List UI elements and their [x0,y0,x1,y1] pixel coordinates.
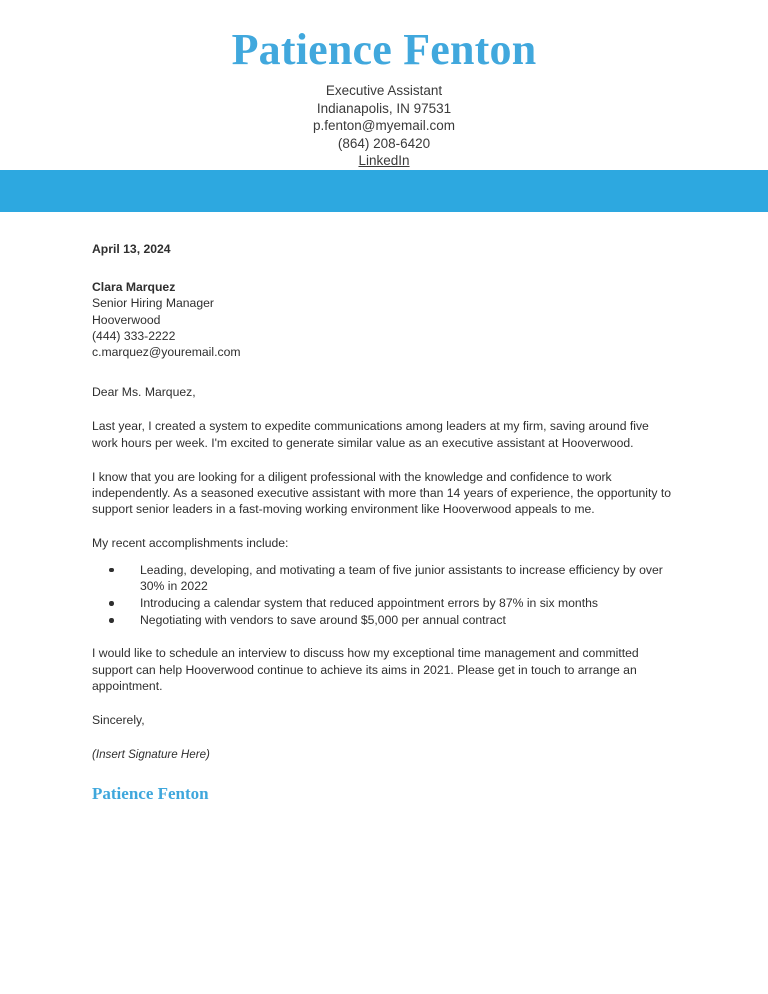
list-item [92,612,672,628]
closing-paragraph: I would like to schedule an interview to discuss how my exceptional time management and committed support can help Hooverwood continue to achieve its aims in 2021. Please get in touch to arrange an appointment. [92,646,639,693]
accent-divider-band [0,170,768,212]
body-paragraph-1: Last year, I created a system to expedite communications among leaders at my firm, saving around five work hours per week. I'm excited to generate similar value as an executive assistant at Hooverwood. [92,419,649,450]
candidate-name: Patience Fenton [231,25,537,74]
recipient-block [92,279,672,360]
contact-info-block [0,82,768,170]
signature-placeholder: (Insert Signature Here) [92,748,210,762]
candidate-email: p.fenton@myemail.com [312,118,455,134]
list-item [92,595,672,611]
recipient-name: Clara Marquez [92,280,176,295]
recipient-company: Hooverwood [92,312,161,327]
accomplishments-intro: My recent accomplishments include: [92,536,289,551]
recipient-title: Senior Hiring Manager [92,296,214,311]
list-item-text: Introducing a calendar system that reduced appointment errors by 87% in six months [140,596,598,611]
recipient-phone: (444) 333-2222 [92,328,176,343]
bullet-icon [109,601,114,606]
signature-name: Patience Fenton [92,784,209,804]
recipient-email: c.marquez@youremail.com [92,345,241,360]
letter-body [92,241,672,804]
letter-date: April 13, 2024 [92,242,171,256]
bullet-icon [109,568,114,573]
candidate-job-title: Executive Assistant [325,83,443,98]
list-item [92,562,672,594]
body-paragraph-2: I know that you are looking for a diligent professional with the knowledge and confidence to work independently. As a seasoned executive assistant with more than 14 years of experience, the opportunity to support senior leaders in a fast-moving working environment like Hooverwood appeals to me. [92,469,672,517]
list-item-text: Leading, developing, and motivating a team of five junior assistants to increase efficiency by over 30% in 2022 [140,562,663,593]
candidate-location: Indianapolis, IN 97531 [316,100,452,116]
closing-salutation: Sincerely, [92,713,145,728]
bullet-icon [109,618,114,623]
linkedin-link[interactable]: LinkedIn [358,153,410,169]
linkedin-link-wrapper [0,152,768,170]
list-item-text: Negotiating with vendors to save around $5,000 per annual contract [140,613,506,628]
accomplishments-list [92,562,672,629]
candidate-phone: (864) 208-6420 [337,135,431,151]
salutation: Dear Ms. Marquez, [92,385,196,400]
letter-header [0,0,768,170]
